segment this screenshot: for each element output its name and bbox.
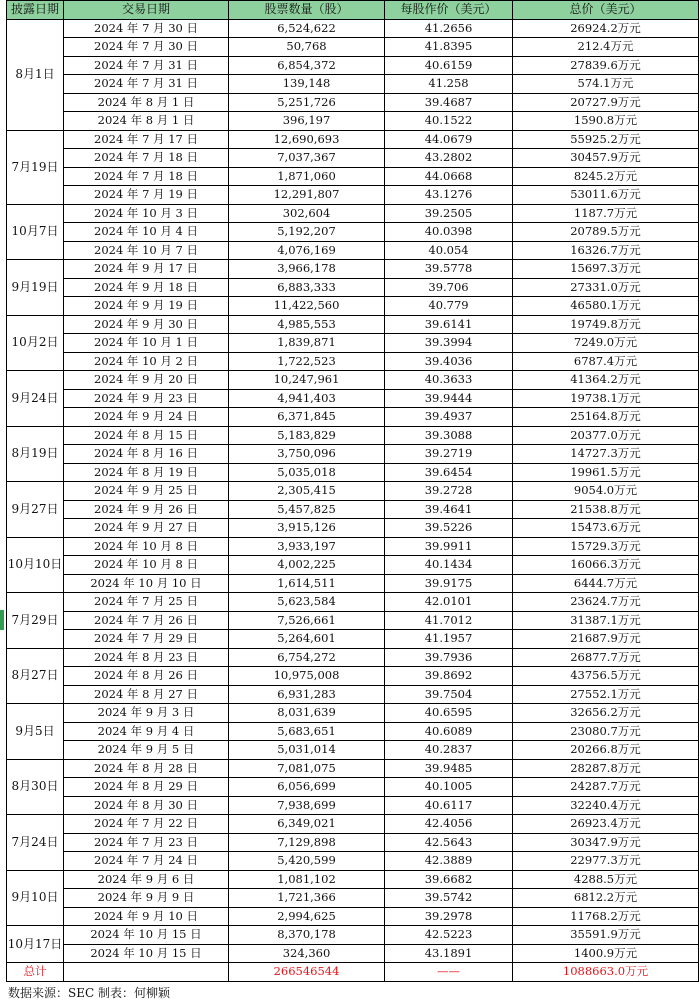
total-price-cell: 11768.2万元 [513, 907, 699, 926]
share-count-cell: 6,349,021 [229, 815, 385, 834]
share-count-cell: 5,420,599 [229, 852, 385, 871]
share-count-cell: 11,422,560 [229, 297, 385, 316]
trade-date-cell: 2024 年 9 月 3 日 [64, 704, 229, 723]
price-per-share-cell: 39.9444 [385, 389, 513, 408]
price-per-share-cell: 39.2505 [385, 204, 513, 223]
header-row [7, 1, 699, 20]
total-price-cell: 4288.5万元 [513, 870, 699, 889]
header-trade-date: 交易日期 [64, 1, 229, 20]
table-row [7, 130, 699, 149]
share-count-cell: 324,360 [229, 944, 385, 963]
trade-date-cell: 2024 年 9 月 27 日 [64, 519, 229, 538]
price-per-share-cell: 40.3633 [385, 371, 513, 390]
total-label: 总计 [7, 963, 64, 982]
trade-date-cell: 2024 年 9 月 9 日 [64, 889, 229, 908]
table-row [7, 685, 699, 704]
trade-date-cell: 2024 年 10 月 7 日 [64, 241, 229, 260]
total-price-cell: 15729.3万元 [513, 537, 699, 556]
table-row [7, 149, 699, 168]
table-row [7, 907, 699, 926]
table-row [7, 112, 699, 131]
disclosure-date-cell: 8月30日 [7, 759, 64, 815]
trade-date-cell: 2024 年 9 月 10 日 [64, 907, 229, 926]
total-amount: 1088663.0万元 [513, 963, 699, 982]
trade-date-cell: 2024 年 7 月 25 日 [64, 593, 229, 612]
trade-date-cell: 2024 年 7 月 23 日 [64, 833, 229, 852]
table-row [7, 167, 699, 186]
table-row [7, 445, 699, 464]
table-row [7, 315, 699, 334]
total-price-cell: 14727.3万元 [513, 445, 699, 464]
price-per-share-cell: 41.8395 [385, 38, 513, 57]
share-count-cell: 5,031,014 [229, 741, 385, 760]
share-count-cell: 1,722,523 [229, 352, 385, 371]
share-count-cell: 6,524,622 [229, 19, 385, 38]
price-per-share-cell: 39.4687 [385, 93, 513, 112]
price-per-share-cell: 40.6089 [385, 722, 513, 741]
table-row [7, 260, 699, 279]
share-count-cell: 4,985,553 [229, 315, 385, 334]
price-per-share-cell: 39.6141 [385, 315, 513, 334]
total-price-cell: 46580.1万元 [513, 297, 699, 316]
trade-date-cell: 2024 年 8 月 30 日 [64, 796, 229, 815]
share-count-cell: 4,076,169 [229, 241, 385, 260]
price-per-share-cell: 39.7504 [385, 685, 513, 704]
table-row [7, 537, 699, 556]
price-per-share-cell: 40.6595 [385, 704, 513, 723]
table-row [7, 852, 699, 871]
share-count-cell: 1,839,871 [229, 334, 385, 353]
trade-date-cell: 2024 年 10 月 2 日 [64, 352, 229, 371]
share-count-cell: 4,941,403 [229, 389, 385, 408]
share-count-cell: 50,768 [229, 38, 385, 57]
price-per-share-cell: 39.4036 [385, 352, 513, 371]
total-price-cell: 21687.9万元 [513, 630, 699, 649]
table-row [7, 223, 699, 242]
trade-date-cell: 2024 年 7 月 30 日 [64, 19, 229, 38]
price-per-share-cell: 39.2728 [385, 482, 513, 501]
trade-date-cell: 2024 年 9 月 4 日 [64, 722, 229, 741]
table-row [7, 93, 699, 112]
total-price-cell: 6812.2万元 [513, 889, 699, 908]
trade-date-cell: 2024 年 7 月 30 日 [64, 38, 229, 57]
trade-date-cell: 2024 年 7 月 17 日 [64, 130, 229, 149]
trade-date-cell: 2024 年 9 月 19 日 [64, 297, 229, 316]
share-count-cell: 6,883,333 [229, 278, 385, 297]
share-count-cell: 8,370,178 [229, 926, 385, 945]
share-count-cell: 8,031,639 [229, 704, 385, 723]
price-per-share-cell: 39.2719 [385, 445, 513, 464]
table-row [7, 796, 699, 815]
total-price-cell: 26924.2万元 [513, 19, 699, 38]
price-per-share-cell: 40.1522 [385, 112, 513, 131]
disclosure-date-cell: 7月29日 [7, 593, 64, 649]
share-count-cell: 3,915,126 [229, 519, 385, 538]
disclosure-date-cell: 9月10日 [7, 870, 64, 926]
price-per-share-cell: 44.0679 [385, 130, 513, 149]
total-price-cell: 20789.5万元 [513, 223, 699, 242]
share-count-cell: 1,614,511 [229, 574, 385, 593]
trade-date-cell: 2024 年 9 月 24 日 [64, 408, 229, 427]
table-row [7, 759, 699, 778]
price-per-share-cell: 40.779 [385, 297, 513, 316]
share-count-cell: 6,931,283 [229, 685, 385, 704]
total-shares: 266546544 [229, 963, 385, 982]
share-count-cell: 6,056,699 [229, 778, 385, 797]
price-per-share-cell: 39.3994 [385, 334, 513, 353]
total-price-cell: 35591.9万元 [513, 926, 699, 945]
price-per-share-cell: 42.5643 [385, 833, 513, 852]
total-price-cell: 20377.0万元 [513, 426, 699, 445]
trade-date-cell: 2024 年 8 月 23 日 [64, 648, 229, 667]
share-count-cell: 3,750,096 [229, 445, 385, 464]
price-per-share-cell: 39.7936 [385, 648, 513, 667]
share-count-cell: 5,192,207 [229, 223, 385, 242]
share-count-cell: 12,690,693 [229, 130, 385, 149]
header-total-price: 总价（美元） [513, 1, 699, 20]
disclosure-date-cell: 7月24日 [7, 815, 64, 871]
share-count-cell: 5,264,601 [229, 630, 385, 649]
trade-date-cell: 2024 年 7 月 29 日 [64, 630, 229, 649]
disclosure-date-cell: 10月10日 [7, 537, 64, 593]
trade-date-cell: 2024 年 7 月 31 日 [64, 56, 229, 75]
share-count-cell: 6,854,372 [229, 56, 385, 75]
disclosure-date-cell: 8月1日 [7, 19, 64, 130]
share-count-cell: 1,871,060 [229, 167, 385, 186]
trade-date-cell: 2024 年 9 月 5 日 [64, 741, 229, 760]
table-row [7, 19, 699, 38]
trade-date-cell: 2024 年 7 月 31 日 [64, 75, 229, 94]
price-per-share-cell: 39.4641 [385, 500, 513, 519]
table-row [7, 352, 699, 371]
trade-date-cell: 2024 年 8 月 1 日 [64, 93, 229, 112]
total-price-cell: 26923.4万元 [513, 815, 699, 834]
total-price-cell: 1187.7万元 [513, 204, 699, 223]
share-count-cell: 1,721,366 [229, 889, 385, 908]
total-empty-cell [64, 963, 229, 982]
table-row [7, 926, 699, 945]
trade-date-cell: 2024 年 9 月 17 日 [64, 260, 229, 279]
trade-date-cell: 2024 年 10 月 8 日 [64, 556, 229, 575]
trade-date-cell: 2024 年 8 月 1 日 [64, 112, 229, 131]
price-per-share-cell: 39.9175 [385, 574, 513, 593]
trade-date-cell: 2024 年 8 月 26 日 [64, 667, 229, 686]
trade-date-cell: 2024 年 7 月 24 日 [64, 852, 229, 871]
price-per-share-cell: 40.1434 [385, 556, 513, 575]
table-row [7, 630, 699, 649]
table-row [7, 38, 699, 57]
total-price-cell: 6787.4万元 [513, 352, 699, 371]
price-per-share-cell: 39.8692 [385, 667, 513, 686]
table-row [7, 667, 699, 686]
total-price-cell: 27331.0万元 [513, 278, 699, 297]
total-price-cell: 6444.7万元 [513, 574, 699, 593]
total-price-cell: 15473.6万元 [513, 519, 699, 538]
trade-date-cell: 2024 年 8 月 16 日 [64, 445, 229, 464]
table-row [7, 648, 699, 667]
trade-date-cell: 2024 年 8 月 15 日 [64, 426, 229, 445]
disclosure-date-cell: 9月24日 [7, 371, 64, 427]
price-per-share-cell: 39.6682 [385, 870, 513, 889]
disclosure-date-cell: 9月27日 [7, 482, 64, 538]
table-row [7, 426, 699, 445]
trade-date-cell: 2024 年 9 月 20 日 [64, 371, 229, 390]
trade-date-cell: 2024 年 10 月 15 日 [64, 926, 229, 945]
table-row [7, 778, 699, 797]
price-per-share-cell: 41.7012 [385, 611, 513, 630]
table-row [7, 704, 699, 723]
total-price-cell: 23080.7万元 [513, 722, 699, 741]
share-count-cell: 139,148 [229, 75, 385, 94]
price-per-share-cell: 40.2837 [385, 741, 513, 760]
total-price-cell: 53011.6万元 [513, 186, 699, 205]
disclosure-date-cell: 9月19日 [7, 260, 64, 316]
total-price-cell: 22977.3万元 [513, 852, 699, 871]
total-price-cell: 20266.8万元 [513, 741, 699, 760]
disclosure-date-cell: 7月19日 [7, 130, 64, 204]
table-row [7, 389, 699, 408]
trade-date-cell: 2024 年 9 月 6 日 [64, 870, 229, 889]
table-row [7, 278, 699, 297]
price-per-share-cell: 39.2978 [385, 907, 513, 926]
price-per-share-cell: 43.1276 [385, 186, 513, 205]
trade-date-cell: 2024 年 7 月 26 日 [64, 611, 229, 630]
disclosure-date-cell: 10月7日 [7, 204, 64, 260]
transactions-table [6, 0, 699, 982]
disclosure-date-cell: 8月27日 [7, 648, 64, 704]
table-row [7, 722, 699, 741]
total-price-cell: 8245.2万元 [513, 167, 699, 186]
share-count-cell: 10,975,008 [229, 667, 385, 686]
price-per-share-cell: 39.4937 [385, 408, 513, 427]
share-count-cell: 5,683,651 [229, 722, 385, 741]
total-price-cell: 21538.8万元 [513, 500, 699, 519]
table-row [7, 186, 699, 205]
table-row [7, 889, 699, 908]
table-row [7, 500, 699, 519]
table-row [7, 741, 699, 760]
total-row [7, 963, 699, 982]
trade-date-cell: 2024 年 10 月 10 日 [64, 574, 229, 593]
trade-date-cell: 2024 年 9 月 18 日 [64, 278, 229, 297]
trade-date-cell: 2024 年 7 月 18 日 [64, 167, 229, 186]
table-row [7, 574, 699, 593]
total-price-cell: 16326.7万元 [513, 241, 699, 260]
price-per-share-cell: 39.5742 [385, 889, 513, 908]
price-per-share-cell: 40.6117 [385, 796, 513, 815]
trade-date-cell: 2024 年 10 月 3 日 [64, 204, 229, 223]
price-per-share-cell: 40.054 [385, 241, 513, 260]
share-count-cell: 3,933,197 [229, 537, 385, 556]
table-row [7, 75, 699, 94]
total-price-cell: 26877.7万元 [513, 648, 699, 667]
price-per-share-cell: 43.1891 [385, 944, 513, 963]
price-per-share-cell: 42.4056 [385, 815, 513, 834]
table-row [7, 204, 699, 223]
share-count-cell: 5,183,829 [229, 426, 385, 445]
table-row [7, 815, 699, 834]
trade-date-cell: 2024 年 10 月 1 日 [64, 334, 229, 353]
table-row [7, 371, 699, 390]
share-count-cell: 7,129,898 [229, 833, 385, 852]
trade-date-cell: 2024 年 9 月 23 日 [64, 389, 229, 408]
table-row [7, 297, 699, 316]
share-count-cell: 6,754,272 [229, 648, 385, 667]
header-share-count: 股票数量（股） [229, 1, 385, 20]
total-price-cell: 30457.9万元 [513, 149, 699, 168]
trade-date-cell: 2024 年 7 月 22 日 [64, 815, 229, 834]
price-per-share-cell: 40.6159 [385, 56, 513, 75]
source-note: 数据来源：SEC 制表：何柳颖 [8, 986, 170, 1000]
share-count-cell: 7,526,661 [229, 611, 385, 630]
total-price-cell: 1590.8万元 [513, 112, 699, 131]
price-per-share-cell: 40.0398 [385, 223, 513, 242]
share-count-cell: 7,037,367 [229, 149, 385, 168]
total-price-cell: 19738.1万元 [513, 389, 699, 408]
share-count-cell: 396,197 [229, 112, 385, 131]
share-count-cell: 2,305,415 [229, 482, 385, 501]
total-price-cell: 55925.2万元 [513, 130, 699, 149]
table-row [7, 408, 699, 427]
share-count-cell: 5,623,584 [229, 593, 385, 612]
total-price-cell: 25164.8万元 [513, 408, 699, 427]
price-per-share-cell: 42.3889 [385, 852, 513, 871]
share-count-cell: 7,081,075 [229, 759, 385, 778]
total-price-placeholder: —— [385, 963, 513, 982]
header-price-per-share: 每股作价（美元） [385, 1, 513, 20]
trade-date-cell: 2024 年 10 月 4 日 [64, 223, 229, 242]
total-price-cell: 27552.1万元 [513, 685, 699, 704]
trade-date-cell: 2024 年 8 月 29 日 [64, 778, 229, 797]
total-price-cell: 15697.3万元 [513, 260, 699, 279]
price-per-share-cell: 39.9485 [385, 759, 513, 778]
trade-date-cell: 2024 年 10 月 8 日 [64, 537, 229, 556]
left-edge-marker [0, 610, 4, 630]
total-price-cell: 19749.8万元 [513, 315, 699, 334]
table-row [7, 241, 699, 260]
total-price-cell: 32240.4万元 [513, 796, 699, 815]
share-count-cell: 10,247,961 [229, 371, 385, 390]
total-price-cell: 212.4万元 [513, 38, 699, 57]
table-row [7, 556, 699, 575]
share-count-cell: 12,291,807 [229, 186, 385, 205]
trade-date-cell: 2024 年 9 月 30 日 [64, 315, 229, 334]
price-per-share-cell: 41.258 [385, 75, 513, 94]
trade-date-cell: 2024 年 9 月 26 日 [64, 500, 229, 519]
total-price-cell: 31387.1万元 [513, 611, 699, 630]
share-count-cell: 2,994,625 [229, 907, 385, 926]
total-price-cell: 574.1万元 [513, 75, 699, 94]
total-price-cell: 27839.6万元 [513, 56, 699, 75]
share-count-cell: 5,457,825 [229, 500, 385, 519]
table-row [7, 519, 699, 538]
total-price-cell: 1400.9万元 [513, 944, 699, 963]
trade-date-cell: 2024 年 8 月 19 日 [64, 463, 229, 482]
price-per-share-cell: 39.5226 [385, 519, 513, 538]
price-per-share-cell: 39.9911 [385, 537, 513, 556]
share-count-cell: 5,251,726 [229, 93, 385, 112]
share-count-cell: 7,938,699 [229, 796, 385, 815]
price-per-share-cell: 40.1005 [385, 778, 513, 797]
price-per-share-cell: 39.6454 [385, 463, 513, 482]
total-price-cell: 41364.2万元 [513, 371, 699, 390]
share-count-cell: 5,035,018 [229, 463, 385, 482]
total-price-cell: 30347.9万元 [513, 833, 699, 852]
disclosure-date-cell: 9月5日 [7, 704, 64, 760]
total-price-cell: 32656.2万元 [513, 704, 699, 723]
total-price-cell: 9054.0万元 [513, 482, 699, 501]
price-per-share-cell: 42.5223 [385, 926, 513, 945]
total-price-cell: 20727.9万元 [513, 93, 699, 112]
trade-date-cell: 2024 年 7 月 18 日 [64, 149, 229, 168]
price-per-share-cell: 39.5778 [385, 260, 513, 279]
disclosure-date-cell: 10月2日 [7, 315, 64, 371]
price-per-share-cell: 41.1957 [385, 630, 513, 649]
table-row [7, 463, 699, 482]
table-row [7, 611, 699, 630]
total-price-cell: 24287.7万元 [513, 778, 699, 797]
total-price-cell: 23624.7万元 [513, 593, 699, 612]
table-row [7, 56, 699, 75]
trade-date-cell: 2024 年 8 月 28 日 [64, 759, 229, 778]
trade-date-cell: 2024 年 10 月 15 日 [64, 944, 229, 963]
price-per-share-cell: 39.3088 [385, 426, 513, 445]
share-count-cell: 3,966,178 [229, 260, 385, 279]
trade-date-cell: 2024 年 9 月 25 日 [64, 482, 229, 501]
price-per-share-cell: 39.706 [385, 278, 513, 297]
price-per-share-cell: 44.0668 [385, 167, 513, 186]
share-count-cell: 6,371,845 [229, 408, 385, 427]
disclosure-date-cell: 10月17日 [7, 926, 64, 963]
share-count-cell: 1,081,102 [229, 870, 385, 889]
total-price-cell: 16066.3万元 [513, 556, 699, 575]
table-row [7, 944, 699, 963]
table-row [7, 870, 699, 889]
table-body [7, 19, 699, 963]
trade-date-cell: 2024 年 8 月 27 日 [64, 685, 229, 704]
total-price-cell: 43756.5万元 [513, 667, 699, 686]
table-row [7, 334, 699, 353]
total-price-cell: 7249.0万元 [513, 334, 699, 353]
total-price-cell: 28287.8万元 [513, 759, 699, 778]
disclosure-date-cell: 8月19日 [7, 426, 64, 482]
price-per-share-cell: 42.0101 [385, 593, 513, 612]
price-per-share-cell: 41.2656 [385, 19, 513, 38]
share-count-cell: 302,604 [229, 204, 385, 223]
table-row [7, 482, 699, 501]
trade-date-cell: 2024 年 7 月 19 日 [64, 186, 229, 205]
total-price-cell: 19961.5万元 [513, 463, 699, 482]
table-row [7, 833, 699, 852]
table-row [7, 593, 699, 612]
price-per-share-cell: 43.2802 [385, 149, 513, 168]
share-count-cell: 4,002,225 [229, 556, 385, 575]
header-disclosure-date: 披露日期 [7, 1, 64, 20]
